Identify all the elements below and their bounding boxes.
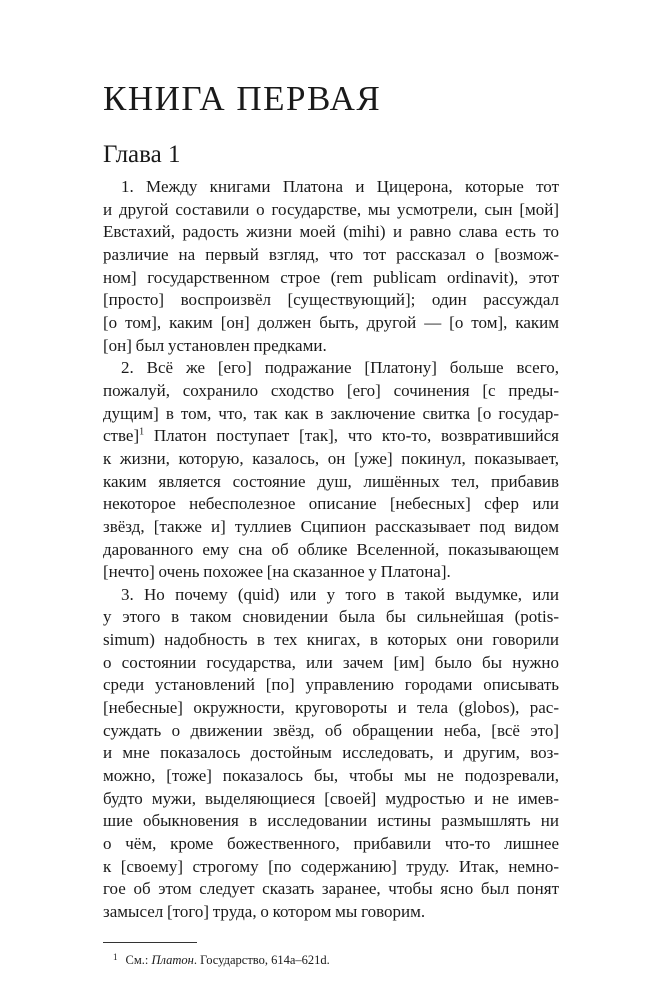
text-line: пожалуй, сохранило сходство [его] сочинения [с преды- <box>103 380 559 400</box>
footnote-marker: 1 <box>113 951 118 962</box>
footnote-source: . Государство, 614a–621d. <box>193 952 330 967</box>
text-line: среди установлений [по] управлению городами описывать <box>103 675 559 695</box>
text-line: каким является состояние душ, лишённых тел, прибавив <box>103 471 559 491</box>
text-line: суждать о движении звёзд, об обращении неба, [всё это] <box>103 720 559 740</box>
paragraph-3 <box>103 584 559 924</box>
text-line: [просто] воспроизвёл [существующий]; один рассуждал <box>103 290 559 310</box>
paragraph-2 <box>103 357 559 584</box>
text-line: у этого в таком сновидении была бы сильнейшая (potis- <box>103 607 559 627</box>
body-text <box>103 176 559 924</box>
text-line: гое об этом следует сказать заранее, чтобы ясно был понят <box>103 879 559 899</box>
footnote-divider <box>103 942 197 943</box>
text-line: дущим] в том, что, так как в заключение свитка [о государ- <box>103 403 559 423</box>
text-line: и мне показалось достойным исследовать, и другим, воз- <box>103 743 559 763</box>
text-line: 2. Всё же [его] подражание [Платону] больше всего, <box>121 358 559 378</box>
text-line: [о том], каким [он] должен быть, другой — [о том], каким <box>103 312 559 332</box>
text-line: к жизни, которую, казалось, он [уже] покинул, показывает, <box>103 448 559 468</box>
text-line: [нечто] очень похожее [на сказанное у Платона]. <box>103 562 451 582</box>
text-line: [он] был установлен предками. <box>103 335 327 355</box>
paragraph-1 <box>103 176 559 357</box>
book-title: КНИГА ПЕРВАЯ <box>103 79 382 118</box>
text-line: звёзд, [также и] туллиев Сципион рассказывает под видом <box>103 516 559 536</box>
text-line: 3. Но почему (quid) или у того в такой выдумке, или <box>121 584 559 604</box>
text-line: 1. Между книгами Платона и Цицерона, которые тот <box>121 177 559 196</box>
chapter-title: Глава 1 <box>103 141 181 168</box>
text-line: [небесные] окружности, круговороты и тела (globos), рас- <box>103 698 559 718</box>
text-line: и другой составили о государстве, мы усмотрели, сын [мой] <box>103 199 559 219</box>
text-line: дарованного ему сна об облике Вселенной, показывающем <box>103 539 559 559</box>
text-line: о чём, кроме божественного, прибавили что-то лишнее <box>103 834 559 854</box>
text-line: шие обыкновения в исследовании истины размышлять ни <box>103 811 559 831</box>
text-line: simum) надобность в тех книгах, в которых они говорили <box>103 630 559 650</box>
text-line: различие на первый взгляд, что тот рассказал о [возмож- <box>103 244 559 264</box>
text-fragment: стве] <box>103 426 140 446</box>
footnote-author: Платон <box>151 952 194 967</box>
text-line <box>103 425 559 448</box>
text-line: о состоянии государства, или зачем [им] было бы нужно <box>103 652 559 672</box>
footnote-reference[interactable]: 1 <box>139 426 145 438</box>
text-line: к [своему] строгому [по содержанию] труду. Итак, немно- <box>103 856 559 876</box>
text-line: замысел [того] труда, о котором мы говорим. <box>103 902 426 921</box>
footnote <box>103 949 559 968</box>
text-line: можно, [тоже] показалось бы, чтобы мы не подозревали, <box>103 766 559 786</box>
text-line: некоторое небесполезное описание [небесных] сфер или <box>103 494 559 514</box>
text-line: Евстахий, радость жизни моей (mihi) и равно слава есть то <box>103 222 559 242</box>
text-line: ном] государственном строе (rem publicam ordinavit), этот <box>103 267 559 287</box>
footnote-prefix: См.: <box>125 952 152 967</box>
text-fragment: Платон поступает [так], что кто-то, возвратившийся <box>144 426 559 446</box>
text-line: будто мужи, выделяющиеся [своей] мудростью и не имев- <box>103 788 559 808</box>
